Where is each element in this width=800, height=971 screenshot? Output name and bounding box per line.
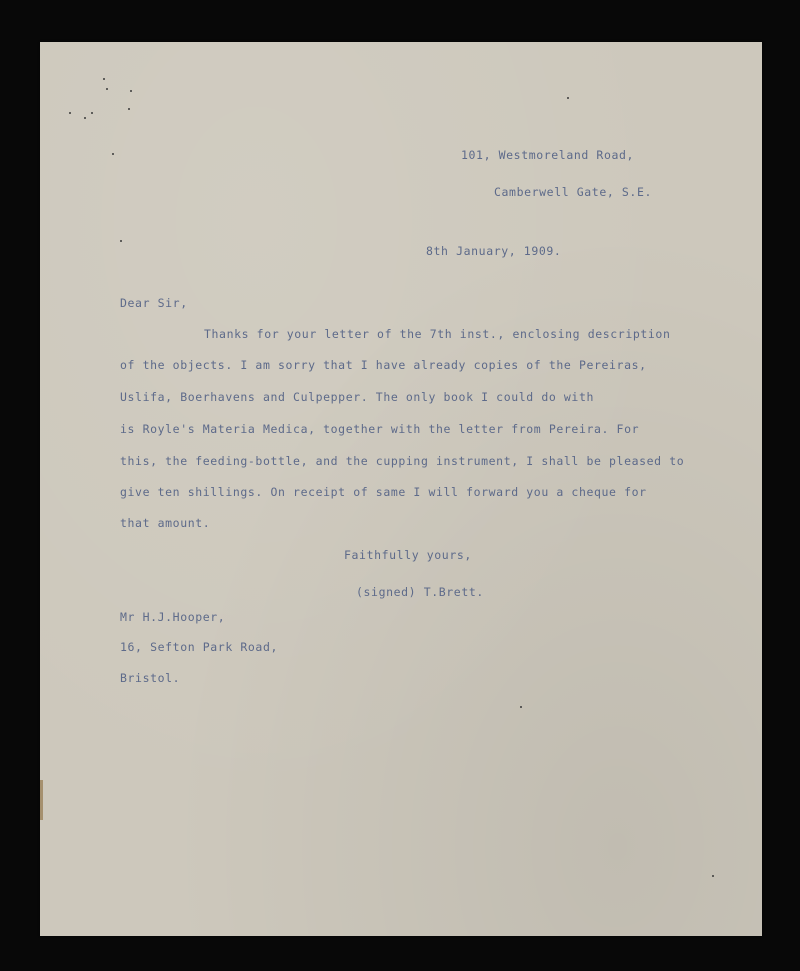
paper-speck (106, 88, 108, 90)
recipient-city: Bristol. (120, 671, 181, 685)
body-line: of the objects. I am sorry that I have already copies of the Pereiras, (120, 358, 647, 372)
paper-speck (567, 97, 569, 99)
letter-date: 8th January, 1909. (426, 244, 562, 258)
body-line: that amount. (120, 516, 211, 530)
recipient-address: 16, Sefton Park Road, (120, 640, 278, 654)
paper-speck (130, 90, 132, 92)
body-line: Uslifa, Boerhavens and Culpepper. The only book I could do with (120, 390, 594, 404)
paper-speck (84, 117, 86, 119)
paper-speck (712, 875, 714, 877)
paper-speck (520, 706, 522, 708)
body-line: Thanks for your letter of the 7th inst., enclosing description (204, 327, 671, 341)
paper-speck (91, 112, 93, 114)
sender-address-line1: 101, Westmoreland Road, (461, 148, 635, 162)
paper-speck (112, 153, 114, 155)
salutation: Dear Sir, (120, 296, 188, 310)
body-line: this, the feeding-bottle, and the cupping instrument, I shall be pleased to (120, 454, 685, 468)
paper-edge-mark (40, 780, 43, 820)
body-line: is Royle's Materia Medica, together with the letter from Pereira. For (120, 422, 640, 436)
body-line: give ten shillings. On receipt of same I will forward you a cheque for (120, 485, 647, 499)
closing: Faithfully yours, (344, 548, 472, 562)
paper-speck (69, 112, 71, 114)
paper-speck (103, 78, 105, 80)
signature: (signed) T.Brett. (356, 585, 484, 599)
recipient-name: Mr H.J.Hooper, (120, 610, 226, 624)
sender-address-line2: Camberwell Gate, S.E. (494, 185, 652, 199)
paper-speck (128, 108, 130, 110)
paper-speck (120, 240, 122, 242)
